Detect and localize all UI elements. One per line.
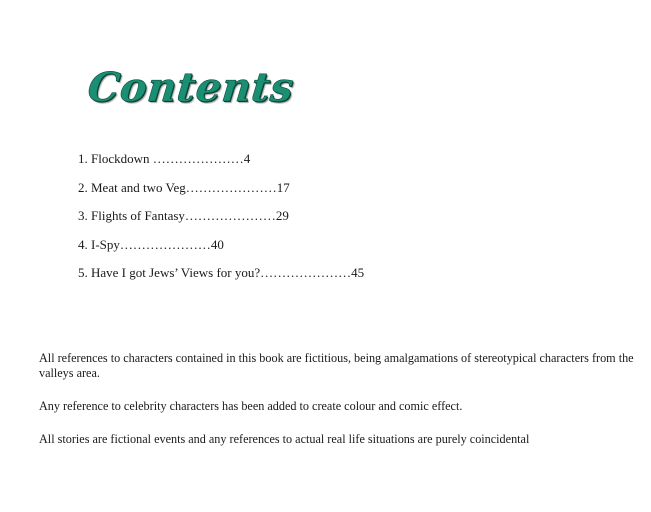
toc-title: Meat and two Veg: [91, 179, 186, 195]
table-of-contents: [78, 150, 364, 293]
toc-number: 2.: [78, 179, 88, 195]
disclaimer-paragraph: All references to characters contained in this book are fictitious, being amalgamations of stereotypical characters from the valleys area.: [39, 351, 634, 380]
toc-number: 3.: [78, 208, 88, 223]
toc-entry: [78, 264, 364, 293]
toc-leader: …………………: [260, 265, 352, 280]
toc-leader: …………………: [149, 151, 244, 166]
toc-number: 5.: [78, 265, 88, 280]
toc-title: I-Spy: [91, 236, 120, 252]
toc-page: 17: [276, 179, 290, 195]
toc-page: 29: [275, 208, 289, 223]
toc-number: 1.: [78, 151, 88, 166]
toc-page: 45: [351, 265, 365, 280]
toc-leader: …………………: [185, 179, 277, 195]
toc-leader: …………………: [184, 208, 276, 223]
toc-page: 4: [243, 151, 251, 166]
disclaimer-notes: [39, 351, 639, 465]
contents-title: Contents: [85, 64, 297, 111]
toc-entry: [78, 207, 364, 236]
toc-title: Flockdown: [91, 151, 150, 166]
toc-number: 4.: [78, 236, 88, 252]
toc-title: Flights of Fantasy: [91, 208, 185, 223]
toc-leader: …………………: [119, 236, 211, 252]
toc-page: 40: [210, 236, 224, 252]
toc-entry: [78, 150, 364, 179]
toc-entry: [78, 179, 364, 208]
toc-title: Have I got Jews’ Views for you?: [91, 265, 261, 280]
disclaimer-paragraph: All stories are fictional events and any references to actual real life situations are purely coincidental: [39, 432, 530, 446]
toc-entry: [78, 236, 364, 265]
disclaimer-paragraph: Any reference to celebrity characters has been added to create colour and comic effect.: [39, 399, 463, 413]
